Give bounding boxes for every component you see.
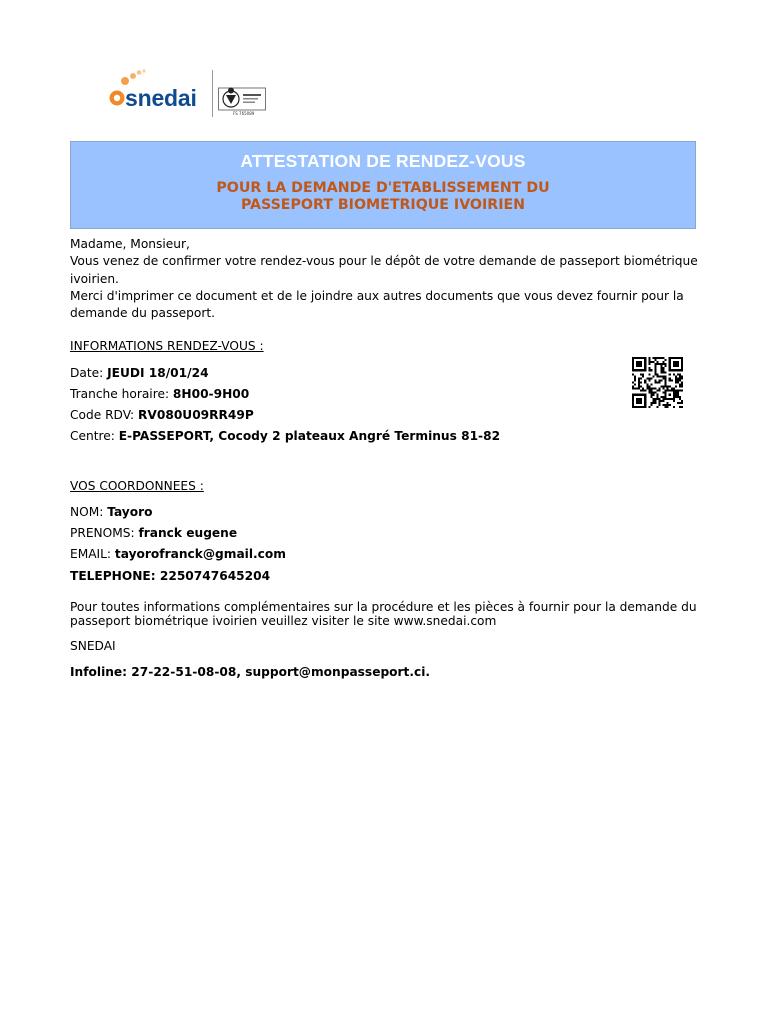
intro-line-2: ivoirien.	[70, 271, 119, 286]
subtitle-line-2: PASSEPORT BIOMETRIQUE IVOIRIEN	[240, 197, 526, 213]
rdv-code-label: Code RDV:	[70, 408, 139, 422]
prenoms-value: franck eugene	[138, 526, 238, 540]
rdv-code-value: RV080U09RR49P	[138, 408, 254, 422]
nom-label: NOM:	[70, 505, 108, 519]
snedai-logo	[108, 68, 268, 120]
intro-paragraph	[70, 236, 710, 322]
document-title: ATTESTATION DE RENDEZ-VOUS	[240, 151, 526, 171]
intro-line-1: Vous venez de confirmer votre rendez-vous pour le dépôt de votre demande de passeport biométrique	[70, 254, 698, 269]
rdv-date-value: JEUDI 18/01/24	[107, 366, 209, 380]
coords-nom	[70, 505, 153, 519]
coords-heading: VOS COORDONNEES :	[70, 479, 204, 493]
rdv-slot-value: 8H00-9H00	[172, 387, 250, 401]
document-subtitle	[71, 180, 695, 214]
nom-value: Tayoro	[107, 505, 153, 519]
rdv-heading: INFORMATIONS RENDEZ-VOUS :	[70, 339, 264, 353]
rdv-date	[70, 366, 209, 380]
rdv-centre-value: E-PASSEPORT, Cocody 2 plateaux Angré Terminus 81-82	[118, 429, 501, 443]
coords-telephone	[70, 569, 270, 583]
telephone-line: TELEPHONE: 2250747645204	[70, 569, 271, 583]
rdv-centre-label: Centre:	[70, 429, 119, 443]
cert-code: FS 765089	[233, 111, 255, 116]
logo-divider	[212, 70, 213, 117]
logo-brand-text: snedai	[125, 85, 197, 111]
header-banner	[70, 141, 696, 229]
footer-infoline	[70, 665, 430, 679]
footer-info-line-2: passeport biométrique ivoirien veuillez visiter le site www.snedai.com	[70, 614, 497, 628]
subtitle-line-1: POUR LA DEMANDE D'ETABLISSEMENT DU	[216, 180, 550, 196]
footer-info-line-1: Pour toutes informations complémentaires sur la procédure et les pièces à fournir pour la demande du	[70, 600, 697, 614]
prenoms-label: PRENOMS:	[70, 526, 139, 540]
qr-code-icon	[632, 357, 683, 408]
coords-email	[70, 547, 286, 561]
intro-line-4: demande du passeport.	[70, 306, 216, 321]
rdv-date-label: Date:	[70, 366, 108, 380]
infoline-text: Infoline: 27-22-51-08-08, support@monpasseport.ci.	[70, 665, 431, 679]
rdv-slot-label: Tranche horaire:	[70, 387, 173, 401]
intro-line-3: Merci d'imprimer ce document et de le joindre aux autres documents que vous devez fournir pour la	[70, 288, 684, 303]
greeting: Madame, Monsieur,	[70, 237, 190, 251]
email-value: tayorofranck@gmail.com	[114, 547, 286, 561]
rdv-centre	[70, 429, 500, 443]
rdv-slot	[70, 387, 249, 401]
footer-info	[70, 600, 710, 628]
email-label: EMAIL:	[70, 547, 115, 561]
footer-org: SNEDAI	[70, 639, 116, 653]
rdv-code	[70, 408, 254, 422]
coords-prenoms	[70, 526, 237, 540]
